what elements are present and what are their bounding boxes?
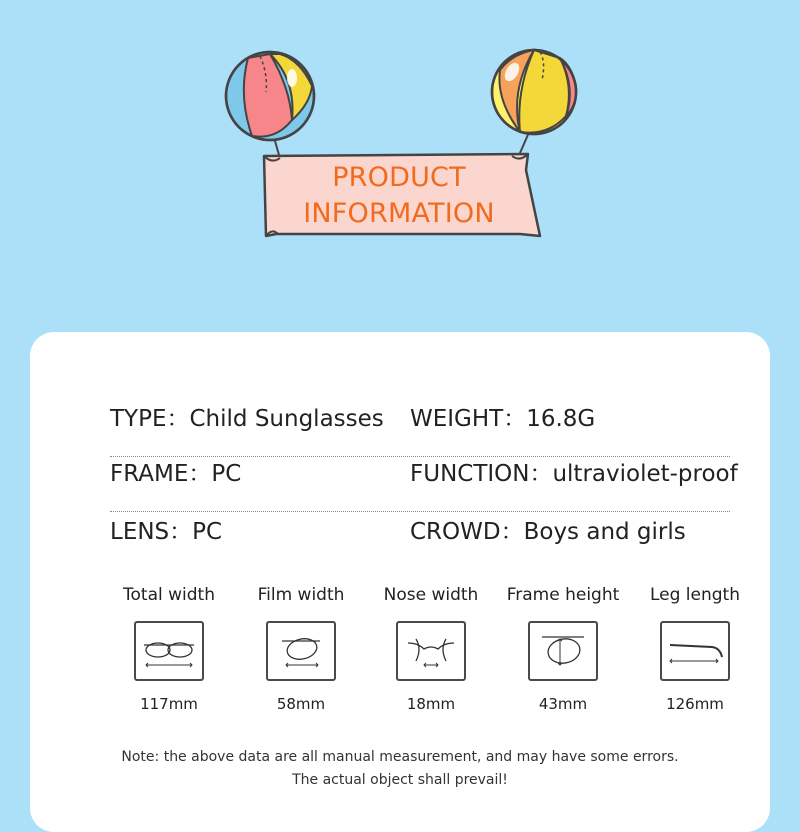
measure-total-width — [104, 585, 234, 713]
measure-film-width — [236, 585, 366, 713]
measure-leg-length — [630, 585, 760, 713]
spec-row — [110, 513, 730, 569]
left-beach-ball-icon — [226, 52, 314, 140]
measure-label: Total width — [123, 585, 215, 605]
lens-icon — [266, 621, 336, 681]
banner-title-line2: INFORMATION — [303, 198, 495, 229]
spec-row — [110, 400, 730, 457]
banner-title — [270, 160, 528, 232]
measure-value: 18mm — [406, 695, 456, 713]
measurement-note — [30, 746, 770, 792]
spec-crowd: CROWD：Boys and girls — [410, 519, 686, 545]
note-line2: The actual object shall prevail! — [292, 772, 508, 788]
spec-function: FUNCTION：ultraviolet-proof — [410, 461, 738, 487]
measure-label: Leg length — [649, 585, 740, 605]
measure-value: 43mm — [538, 695, 588, 713]
measure-value: 117mm — [140, 695, 198, 713]
note-line1: Note: the above data are all manual measurement, and may have some errors. — [121, 749, 679, 765]
nose-bridge-icon — [396, 621, 466, 681]
spec-type: TYPE：Child Sunglasses — [110, 406, 384, 432]
product-info-banner — [0, 0, 800, 260]
measure-label: Frame height — [506, 585, 620, 605]
temple-arm-icon — [660, 621, 730, 681]
spec-lens: LENS：PC — [110, 519, 223, 545]
measure-label: Nose width — [383, 585, 479, 605]
measure-nose-width — [366, 585, 496, 713]
right-beach-ball-icon — [492, 50, 576, 134]
spec-row — [110, 455, 738, 512]
glasses-front-icon — [134, 621, 204, 681]
frame-height-icon — [528, 621, 598, 681]
measure-value: 126mm — [666, 695, 724, 713]
measurement-list — [60, 585, 740, 725]
spec-weight: WEIGHT：16.8G — [410, 406, 596, 432]
spec-frame: FRAME：PC — [110, 461, 242, 487]
banner-title-line1: PRODUCT — [332, 162, 466, 193]
measure-value: 58mm — [276, 695, 326, 713]
measure-frame-height — [498, 585, 628, 713]
spec-card — [30, 332, 770, 832]
measure-label: Film width — [257, 585, 345, 605]
